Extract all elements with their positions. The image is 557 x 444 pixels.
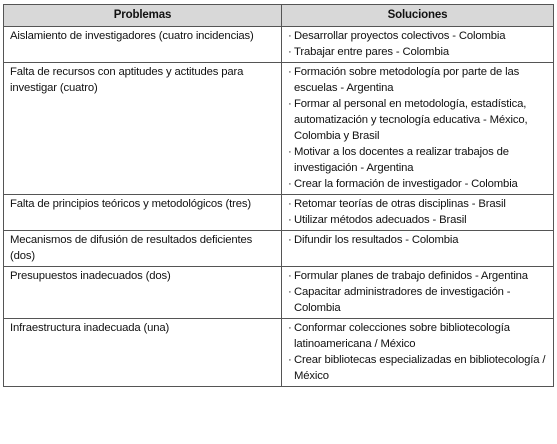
solution-item: · Utilizar métodos adecuados - Brasil [288, 212, 548, 228]
solution-item: · Formar al personal en metodología, estadística, automatización y tecnología educativa - México, Colombia y Brasil [288, 96, 548, 144]
solutions-cell [282, 231, 554, 267]
problem-cell: Infraestructura inadecuada (una) [4, 319, 282, 387]
table-row [4, 319, 554, 387]
solution-item: · Crear bibliotecas especializadas en bibliotecología / México [288, 352, 548, 384]
solutions-list [288, 196, 548, 228]
solution-item: · Formación sobre metodología por parte de las escuelas - Argentina [288, 64, 548, 96]
solution-item: · Desarrollar proyectos colectivos - Colombia [288, 28, 548, 44]
problem-cell: Mecanismos de difusión de resultados deficientes (dos) [4, 231, 282, 267]
solution-item: · Difundir los resultados - Colombia [288, 232, 548, 248]
table-row [4, 195, 554, 231]
solutions-cell [282, 63, 554, 195]
solutions-cell [282, 319, 554, 387]
solutions-list [288, 64, 548, 192]
header-problemas: Problemas [4, 5, 282, 27]
solutions-cell [282, 195, 554, 231]
solutions-list [288, 320, 548, 384]
solution-item: · Trabajar entre pares - Colombia [288, 44, 548, 60]
solution-item: · Capacitar administradores de investigación - Colombia [288, 284, 548, 316]
table-row [4, 63, 554, 195]
solutions-list [288, 28, 548, 60]
header-soluciones: Soluciones [282, 5, 554, 27]
solution-item: · Retomar teorías de otras disciplinas - Brasil [288, 196, 548, 212]
solutions-cell [282, 27, 554, 63]
solutions-list [288, 232, 548, 248]
problems-solutions-table [3, 4, 554, 387]
solution-item: · Crear la formación de investigador - Colombia [288, 176, 548, 192]
solution-item: · Conformar colecciones sobre bibliotecología latinoamericana / México [288, 320, 548, 352]
problem-cell: Falta de principios teóricos y metodológicos (tres) [4, 195, 282, 231]
problem-cell: Falta de recursos con aptitudes y actitudes para investigar (cuatro) [4, 63, 282, 195]
solutions-cell [282, 267, 554, 319]
solution-item: · Formular planes de trabajo definidos - Argentina [288, 268, 548, 284]
table-row [4, 27, 554, 63]
solution-item: · Motivar a los docentes a realizar trabajos de investigación - Argentina [288, 144, 548, 176]
table-row [4, 267, 554, 319]
table-row [4, 231, 554, 267]
problem-cell: Presupuestos inadecuados (dos) [4, 267, 282, 319]
solutions-list [288, 268, 548, 316]
header-row [4, 5, 554, 27]
problem-cell: Aislamiento de investigadores (cuatro incidencias) [4, 27, 282, 63]
